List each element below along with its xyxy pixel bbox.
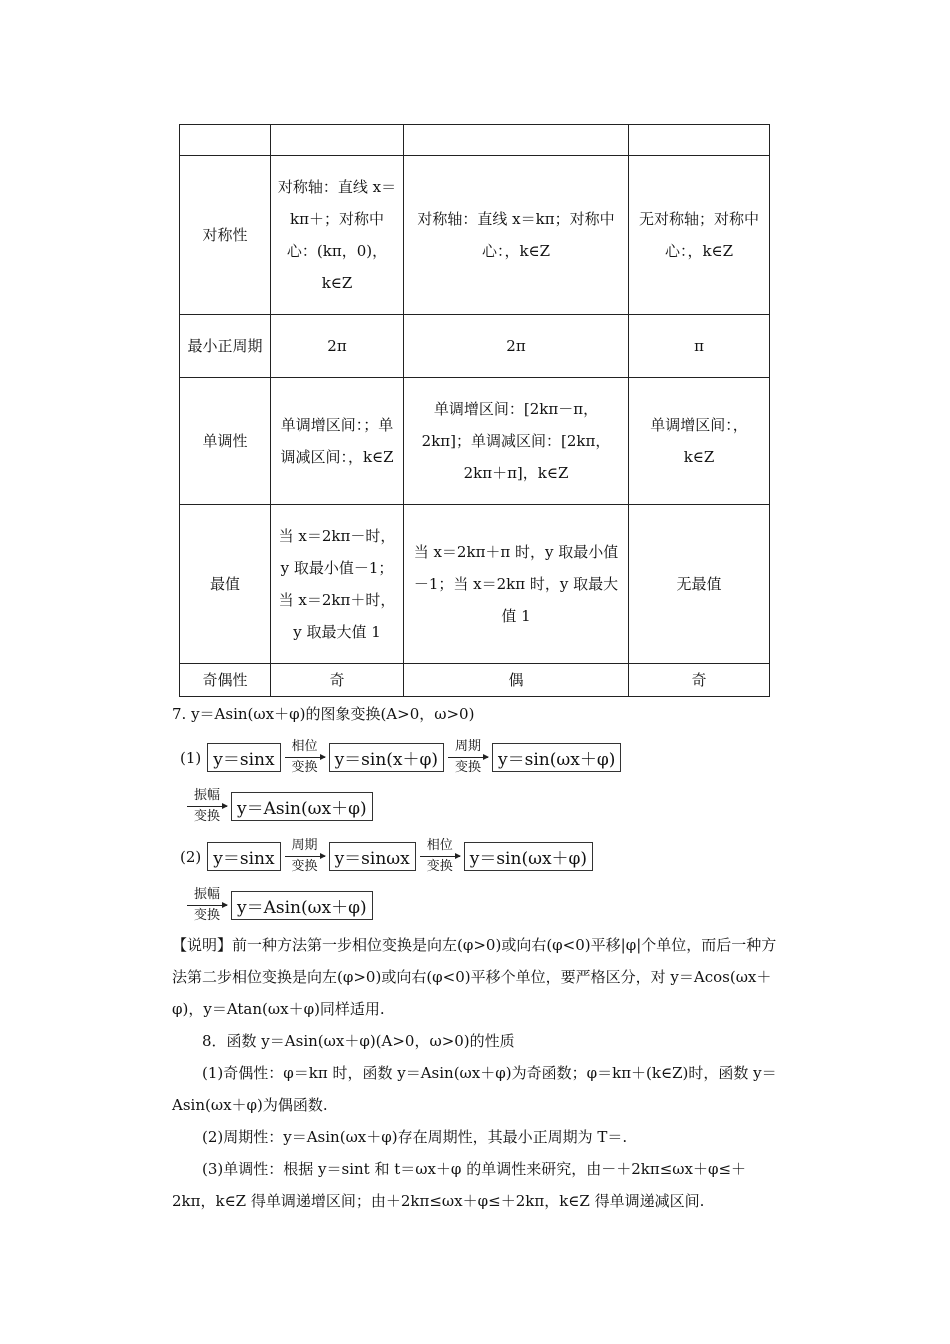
arrow-label-top: 周期 bbox=[291, 838, 318, 853]
arrow-label-top: 振幅 bbox=[193, 887, 220, 902]
table-cell: 对称轴：直线 x＝kπ；对称中心：，k∈Z bbox=[404, 156, 629, 315]
transform-arrow bbox=[285, 739, 325, 776]
formula-box: y＝sinx bbox=[207, 743, 280, 772]
parity-paragraph: (1)奇偶性：φ＝kπ 时，函数 y＝Asin(ωx＋φ)为奇函数；φ＝kπ＋(k∈Z)时，函数 y＝Asin(ωx＋φ)为偶函数. bbox=[172, 1064, 777, 1114]
table-row bbox=[180, 664, 770, 697]
formula-box: y＝Asin(ωx＋φ) bbox=[231, 792, 373, 821]
arrow-label-top: 振幅 bbox=[193, 788, 220, 803]
table-row bbox=[180, 378, 770, 505]
flow-label: (1) bbox=[180, 748, 202, 767]
table-cell: 2π bbox=[404, 315, 629, 378]
row-header-symmetry: 对称性 bbox=[180, 156, 271, 315]
table-row bbox=[180, 315, 770, 378]
transform-flow-2-continued bbox=[183, 887, 373, 924]
row-header-monotonicity: 单调性 bbox=[180, 378, 271, 505]
table-cell: 单调增区间：，k∈Z bbox=[629, 378, 770, 505]
row-header-parity: 奇偶性 bbox=[180, 664, 271, 697]
table-cell bbox=[180, 125, 271, 156]
row-header-period: 最小正周期 bbox=[180, 315, 271, 378]
transform-arrow bbox=[285, 838, 325, 875]
table-cell: 奇 bbox=[271, 664, 404, 697]
arrow-label-bottom: 变换 bbox=[291, 859, 318, 874]
formula-box: y＝sin(ωx＋φ) bbox=[464, 842, 593, 871]
table-cell: 无最值 bbox=[629, 505, 770, 664]
table-row bbox=[180, 156, 770, 315]
transform-arrow bbox=[187, 788, 227, 825]
table-cell bbox=[404, 125, 629, 156]
period-paragraph: (2)周期性：y＝Asin(ωx＋φ)存在周期性，其最小正周期为 T＝. bbox=[202, 1128, 628, 1146]
transform-flow-1-continued bbox=[183, 788, 373, 825]
table-cell: 2π bbox=[271, 315, 404, 378]
row-header-extrema: 最值 bbox=[180, 505, 271, 664]
arrow-right-icon bbox=[187, 905, 227, 906]
table-cell: 当 x＝2kπ＋π 时，y 取最小值－1；当 x＝2kπ 时，y 取最大值 1 bbox=[404, 505, 629, 664]
formula-box: y＝Asin(ωx＋φ) bbox=[231, 891, 373, 920]
arrow-label-bottom: 变换 bbox=[193, 809, 220, 824]
arrow-label-top: 相位 bbox=[426, 838, 453, 853]
transform-arrow bbox=[448, 739, 488, 776]
trig-properties-table bbox=[179, 124, 770, 697]
arrow-label-bottom: 变换 bbox=[193, 908, 220, 923]
monotonicity-paragraph: (3)单调性：根据 y＝sint 和 t＝ωx＋φ 的单调性来研究，由－＋2kπ≤ωx＋φ≤＋2kπ，k∈Z 得单调递增区间；由＋2kπ≤ωx＋φ≤＋2kπ，k∈Z 得单调递减区间. bbox=[172, 1160, 747, 1210]
table-cell: 偶 bbox=[404, 664, 629, 697]
flow-label: (2) bbox=[180, 847, 202, 866]
transform-flow-2 bbox=[180, 838, 593, 875]
arrow-right-icon bbox=[448, 757, 488, 758]
arrow-label-top: 周期 bbox=[455, 739, 482, 754]
table-cell: 单调增区间：[2kπ－π，2kπ]；单调减区间：[2kπ，2kπ＋π]，k∈Z bbox=[404, 378, 629, 505]
formula-box: y＝sin(ωx＋φ) bbox=[492, 743, 621, 772]
transform-flow-1 bbox=[180, 739, 621, 776]
formula-box: y＝sinx bbox=[207, 842, 280, 871]
arrow-right-icon bbox=[187, 806, 227, 807]
table-cell: π bbox=[629, 315, 770, 378]
arrow-label-top: 相位 bbox=[291, 739, 318, 754]
arrow-label-bottom: 变换 bbox=[426, 859, 453, 874]
table-cell: 对称轴：直线 x＝kπ＋；对称中心：(kπ，0)，k∈Z bbox=[271, 156, 404, 315]
section-7-title: 7. y＝Asin(ωx＋φ)的图象变换(A>0，ω>0) bbox=[172, 705, 475, 723]
transform-arrow bbox=[420, 838, 460, 875]
arrow-right-icon bbox=[420, 856, 460, 857]
arrow-right-icon bbox=[285, 856, 325, 857]
table-cell bbox=[629, 125, 770, 156]
table-row bbox=[180, 505, 770, 664]
table-cell bbox=[271, 125, 404, 156]
section-8-title: 8．函数 y＝Asin(ωx＋φ)(A>0，ω>0)的性质 bbox=[202, 1032, 515, 1050]
transform-arrow bbox=[187, 887, 227, 924]
table-cell: 单调增区间：；单调减区间：，k∈Z bbox=[271, 378, 404, 505]
arrow-right-icon bbox=[285, 757, 325, 758]
table-row bbox=[180, 125, 770, 156]
arrow-label-bottom: 变换 bbox=[455, 760, 482, 775]
table-cell: 当 x＝2kπ－时，y 取最小值－1；当 x＝2kπ＋时，y 取最大值 1 bbox=[271, 505, 404, 664]
formula-box: y＝sin(x＋φ) bbox=[329, 743, 444, 772]
table-cell: 无对称轴；对称中心：，k∈Z bbox=[629, 156, 770, 315]
arrow-label-bottom: 变换 bbox=[291, 760, 318, 775]
explanation-paragraph: 【说明】前一种方法第一步相位变换是向左(φ>0)或向右(φ<0)平移|φ|个单位，而后一种方法第二步相位变换是向左(φ>0)或向右(φ<0)平移个单位，要严格区分，对 y＝Acos(ωx＋φ)，y＝Atan(ωx＋φ)同样适用. bbox=[172, 936, 777, 1018]
formula-box: y＝sinωx bbox=[329, 842, 416, 871]
table-cell: 奇 bbox=[629, 664, 770, 697]
